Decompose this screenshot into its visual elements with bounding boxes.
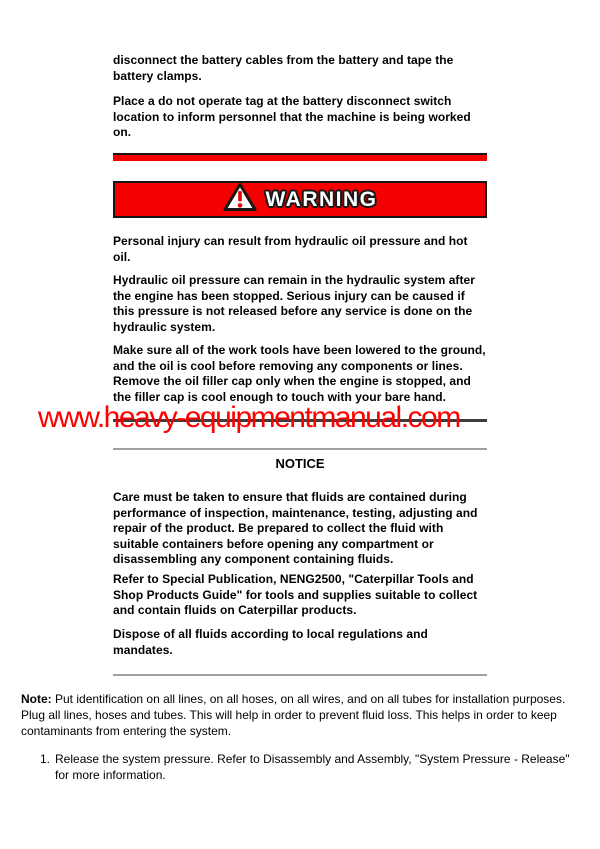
footer-divider [113, 674, 487, 676]
notice-paragraph-1: Care must be taken to ensure that fluids are contained during performance of inspection, maintenance, testing, adjusting and repair of the product. Be prepared to collect the fluid with suitable containers before opening any compartment or disassembling any component containing fluids. [113, 490, 478, 566]
numbered-step-1 [40, 751, 580, 783]
notice-title: NOTICE [275, 456, 325, 471]
warning-paragraph-1: Personal injury can result from hydraulic oil pressure and hot oil. [113, 234, 468, 264]
warning-title: WARNING [265, 187, 378, 211]
note-label: Note: [21, 692, 52, 706]
note-text: Put identification on all lines, on all hoses, on all wires, and on all tubes for installation purposes. Plug all lines, hoses and tubes. This will help in order to prevent fluid loss. This helps in order to keep contaminants from entering the system. [21, 692, 566, 738]
watermark-url-text: www.heavy-equipmentmanual.com [38, 401, 460, 434]
notice-top-divider [113, 448, 487, 450]
warning-paragraph-2: Hydraulic oil pressure can remain in the hydraulic system after the engine has been stopped. Serious injury can be caused if this pressure is not released before any service is done on the hydraulic system. [113, 273, 475, 334]
warning-paragraph-3: Make sure all of the work tools have been lowered to the ground, and the oil is cool before removing any components or lines. Remove the oil filler cap only when the engine is stopped, and the filler cap is cool enough to touch with your bare hand. [113, 343, 486, 404]
step-number: 1. [40, 752, 51, 766]
notice-paragraph-3: Dispose of all fluids according to local regulations and mandates. [113, 627, 428, 657]
step-text: Release the system pressure. Refer to Disassembly and Assembly, "System Pressure - Release" for more information. [55, 752, 570, 782]
intro-paragraph-1: disconnect the battery cables from the battery and tape the battery clamps. [113, 53, 454, 83]
notice-paragraph-2: Refer to Special Publication, NENG2500, "Caterpillar Tools and Shop Products Guide" for tools and supplies suitable to collect and contain fluids on Caterpillar products. [113, 572, 478, 617]
intro-paragraph-2: Place a do not operate tag at the battery disconnect switch location to inform personnel that the machine is being worked on. [113, 94, 471, 139]
red-separator-bar [113, 153, 487, 161]
warning-triangle-icon [223, 182, 257, 217]
warning-banner [113, 181, 487, 218]
footer-note [21, 691, 581, 739]
